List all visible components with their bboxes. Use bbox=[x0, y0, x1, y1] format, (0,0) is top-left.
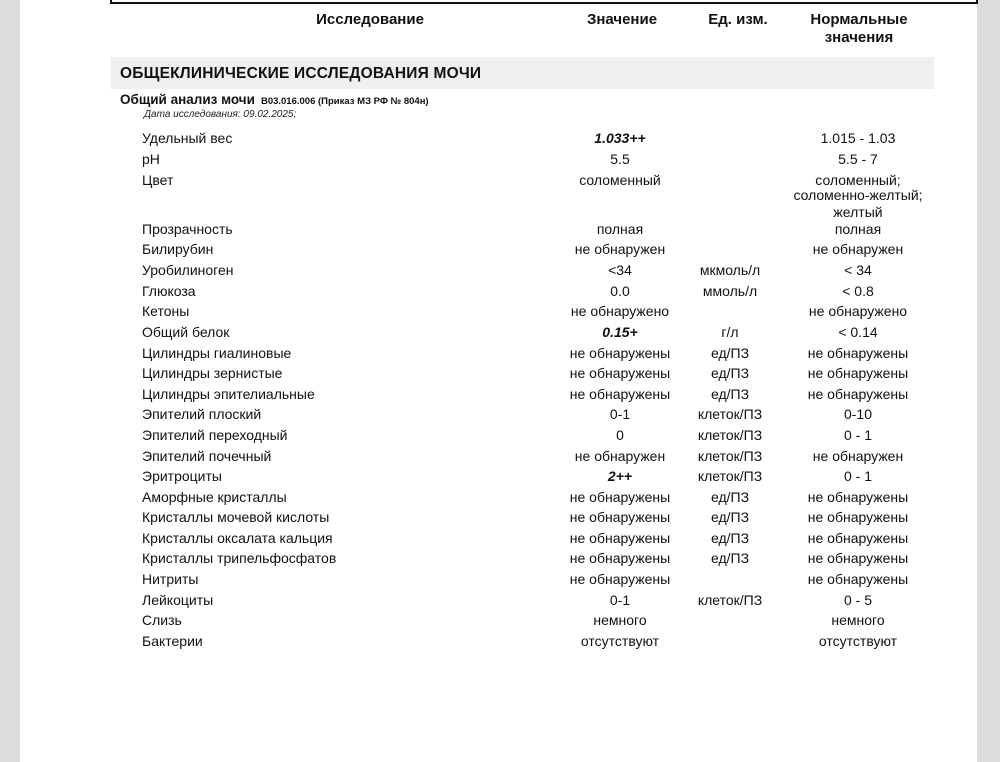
table-row bbox=[20, 509, 977, 529]
test-name: Удельный вес bbox=[142, 130, 233, 146]
test-unit: клеток/ПЗ bbox=[697, 406, 763, 422]
test-norm: 0 - 5 bbox=[843, 592, 872, 608]
column-header-test: Исследование bbox=[316, 11, 424, 28]
test-value: 0.0 bbox=[610, 283, 630, 299]
analysis-name: Общий анализ мочи bbox=[120, 92, 255, 107]
table-row bbox=[20, 151, 977, 171]
test-unit: ед/ПЗ bbox=[710, 386, 750, 402]
test-norm: < 0.14 bbox=[838, 324, 878, 340]
table-row bbox=[20, 241, 977, 261]
table-row bbox=[20, 345, 977, 365]
test-norm: полная bbox=[834, 221, 882, 237]
test-name: Нитриты bbox=[142, 571, 199, 587]
test-unit: ед/ПЗ bbox=[710, 345, 750, 361]
test-name: Эпителий почечный bbox=[142, 448, 272, 464]
table-row bbox=[20, 468, 977, 488]
column-header-norm-line2: значения bbox=[824, 29, 894, 46]
test-value: не обнаружены bbox=[569, 571, 671, 587]
test-name: Цвет bbox=[142, 172, 174, 188]
section-header bbox=[111, 57, 934, 89]
test-value: 2++ bbox=[607, 468, 633, 484]
test-value: <34 bbox=[608, 262, 632, 278]
test-name: Кристаллы трипельфосфатов bbox=[142, 550, 337, 566]
test-value: 0 bbox=[616, 427, 624, 443]
test-value: не обнаружены bbox=[569, 386, 671, 402]
test-name: Глюкоза bbox=[142, 283, 196, 299]
test-value: не обнаружены bbox=[569, 365, 671, 381]
analysis-code: B03.016.006 (Приказ МЗ РФ № 804н) bbox=[260, 96, 429, 107]
table-row bbox=[20, 550, 977, 570]
test-value: не обнаружены bbox=[569, 345, 671, 361]
test-norm: не обнаружены bbox=[807, 571, 909, 587]
test-name: Эритроциты bbox=[142, 468, 222, 484]
test-name: Эпителий переходный bbox=[142, 427, 288, 443]
test-name: pH bbox=[142, 151, 160, 167]
test-unit: клеток/ПЗ bbox=[697, 448, 763, 464]
table-row bbox=[20, 262, 977, 282]
test-norm: соломенный; bbox=[815, 172, 901, 188]
test-unit: ммоль/л bbox=[702, 283, 758, 299]
test-name: Билирубин bbox=[142, 241, 214, 257]
test-norm: < 34 bbox=[844, 262, 872, 278]
test-name: Цилиндры эпителиальные bbox=[142, 386, 315, 402]
test-unit: клеток/ПЗ bbox=[697, 468, 763, 484]
document-page bbox=[20, 0, 977, 762]
table-row bbox=[20, 365, 977, 385]
test-value: 5.5 bbox=[610, 151, 630, 167]
test-norm: не обнаружены bbox=[807, 530, 909, 546]
table-row bbox=[20, 283, 977, 303]
test-norm: не обнаружены bbox=[807, 509, 909, 525]
test-unit: ед/ПЗ bbox=[710, 365, 750, 381]
test-value: немного bbox=[593, 612, 647, 628]
test-value: полная bbox=[596, 221, 644, 237]
test-value: 1.033++ bbox=[594, 130, 646, 146]
test-norm: не обнаружены bbox=[807, 550, 909, 566]
test-norm: не обнаружены bbox=[807, 365, 909, 381]
test-name: Уробилиноген bbox=[142, 262, 234, 278]
test-name: Цилиндры зернистые bbox=[142, 365, 283, 381]
table-row bbox=[20, 303, 977, 323]
test-norm: 0 - 1 bbox=[843, 468, 872, 484]
test-value: 0.15+ bbox=[602, 324, 638, 340]
test-norm: немного bbox=[831, 612, 885, 628]
table-row bbox=[20, 633, 977, 653]
test-name: Общий белок bbox=[142, 324, 230, 340]
test-norm: не обнаружены bbox=[807, 386, 909, 402]
table-row bbox=[20, 448, 977, 468]
test-unit: ед/ПЗ bbox=[710, 530, 750, 546]
table-row bbox=[20, 386, 977, 406]
test-unit: мкмоль/л bbox=[699, 262, 761, 278]
test-norm: 1.015 - 1.03 bbox=[820, 130, 896, 146]
analysis-title bbox=[120, 92, 429, 107]
test-value: соломенный bbox=[579, 172, 661, 188]
table-row bbox=[20, 406, 977, 426]
table-row bbox=[20, 172, 977, 220]
test-value: 0-1 bbox=[609, 406, 631, 422]
test-norm: не обнаружены bbox=[807, 489, 909, 505]
test-name: Кетоны bbox=[142, 303, 190, 319]
test-value: не обнаружены bbox=[569, 530, 671, 546]
test-unit: клеток/ПЗ bbox=[697, 592, 763, 608]
table-row bbox=[20, 130, 977, 150]
test-value: не обнаружены bbox=[569, 509, 671, 525]
column-header-value: Значение bbox=[586, 11, 658, 28]
test-value: не обнаружен bbox=[574, 448, 666, 464]
column-header-norm bbox=[794, 11, 924, 47]
test-unit: ед/ПЗ bbox=[710, 550, 750, 566]
test-norm: отсутствуют bbox=[818, 633, 898, 649]
table-row bbox=[20, 530, 977, 550]
test-norm: не обнаружено bbox=[808, 303, 908, 319]
test-norm: 0-10 bbox=[843, 406, 873, 422]
analysis-date: Дата исследования: 09.02.2025; bbox=[144, 109, 297, 120]
test-name: Кристаллы мочевой кислоты bbox=[142, 509, 330, 525]
test-norm: не обнаружен bbox=[812, 448, 904, 464]
table-row bbox=[20, 592, 977, 612]
test-name: Аморфные кристаллы bbox=[142, 489, 287, 505]
test-norm: 0 - 1 bbox=[843, 427, 872, 443]
test-value: не обнаружены bbox=[569, 550, 671, 566]
test-unit: г/л bbox=[721, 324, 739, 340]
test-name: Слизь bbox=[142, 612, 182, 628]
test-value: не обнаружены bbox=[569, 489, 671, 505]
test-name: Цилиндры гиалиновые bbox=[142, 345, 292, 361]
column-header-norm-line1: Нормальные bbox=[810, 11, 908, 28]
test-name: Бактерии bbox=[142, 633, 203, 649]
table-row bbox=[20, 324, 977, 344]
table-row bbox=[20, 612, 977, 632]
test-value: 0-1 bbox=[609, 592, 631, 608]
test-norm-line2: соломенно-желтый; bbox=[793, 187, 923, 203]
test-norm: не обнаружен bbox=[812, 241, 904, 257]
test-value: не обнаружено bbox=[570, 303, 670, 319]
test-value: не обнаружен bbox=[574, 241, 666, 257]
test-norm: не обнаружены bbox=[807, 345, 909, 361]
test-name: Эпителий плоский bbox=[142, 406, 262, 422]
test-name: Кристаллы оксалата кальция bbox=[142, 530, 333, 546]
test-norm-line3: желтый bbox=[833, 204, 883, 220]
test-unit: ед/ПЗ bbox=[710, 509, 750, 525]
top-frame bbox=[110, 0, 978, 4]
column-header-unit: Ед. изм. bbox=[708, 11, 768, 28]
table-row bbox=[20, 427, 977, 447]
test-norm: 5.5 - 7 bbox=[838, 151, 878, 167]
table-row bbox=[20, 571, 977, 591]
section-title: ОБЩЕКЛИНИЧЕСКИЕ ИССЛЕДОВАНИЯ МОЧИ bbox=[120, 65, 482, 82]
table-row bbox=[20, 221, 977, 241]
test-norm: < 0.8 bbox=[842, 283, 874, 299]
test-unit: ед/ПЗ bbox=[710, 489, 750, 505]
table-row bbox=[20, 489, 977, 509]
test-name: Прозрачность bbox=[142, 221, 233, 237]
test-value: отсутствуют bbox=[580, 633, 660, 649]
test-unit: клеток/ПЗ bbox=[697, 427, 763, 443]
test-name: Лейкоциты bbox=[142, 592, 214, 608]
